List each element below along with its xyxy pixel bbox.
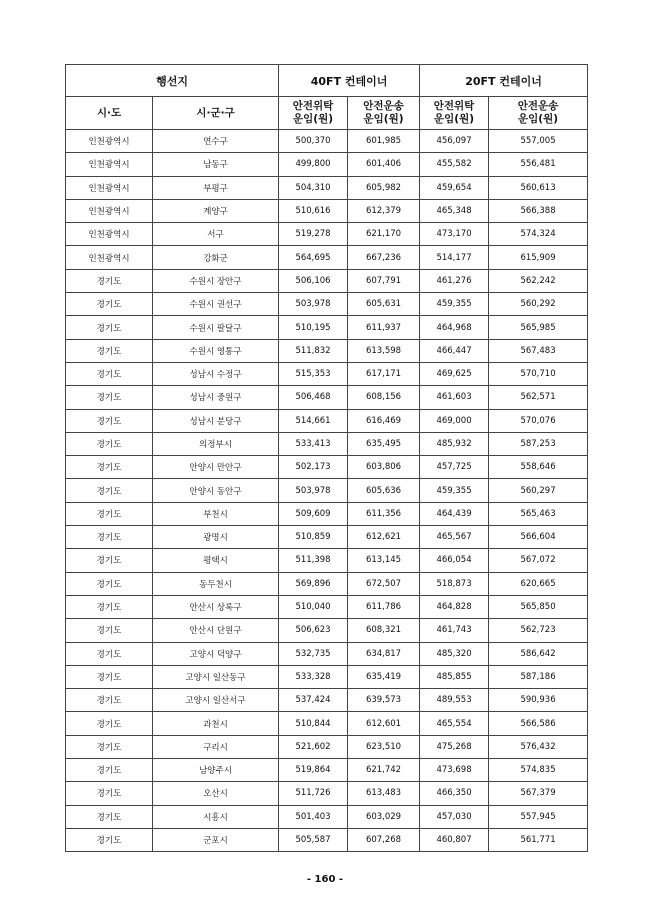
header-group-row <box>66 65 588 97</box>
table-row <box>66 805 588 828</box>
province-cell: 경기도 <box>66 409 153 432</box>
ft20-consign-cell: 473,698 <box>420 759 489 782</box>
city-cell: 동두천시 <box>153 572 279 595</box>
header-40ft-transport-rate <box>348 97 420 130</box>
ft20-transport-cell: 560,613 <box>489 176 588 199</box>
city-cell: 광명시 <box>153 526 279 549</box>
ft20-transport-cell: 590,936 <box>489 689 588 712</box>
table-row <box>66 665 588 688</box>
ft40-consign-cell: 519,278 <box>279 223 348 246</box>
ft40-transport-cell: 635,419 <box>348 665 420 688</box>
city-cell: 수원시 팔달구 <box>153 316 279 339</box>
table-row <box>66 502 588 525</box>
table-row <box>66 153 588 176</box>
ft40-consign-cell: 569,896 <box>279 572 348 595</box>
city-cell: 고양시 일산서구 <box>153 689 279 712</box>
ft40-consign-cell: 511,832 <box>279 339 348 362</box>
province-cell: 인천광역시 <box>66 176 153 199</box>
ft20-transport-cell: 570,710 <box>489 362 588 385</box>
ft40-transport-cell: 608,321 <box>348 619 420 642</box>
table-row <box>66 619 588 642</box>
ft40-transport-cell: 635,495 <box>348 432 420 455</box>
ft40-consign-cell: 499,800 <box>279 153 348 176</box>
city-cell: 구리시 <box>153 735 279 758</box>
province-cell: 인천광역시 <box>66 130 153 153</box>
header-40ft-transport-l1: 안전운송 <box>363 100 404 112</box>
header-20ft-consign-rate <box>420 97 489 130</box>
ft20-transport-cell: 567,483 <box>489 339 588 362</box>
header-20ft-container: 20FT 컨테이너 <box>420 65 588 97</box>
ft20-consign-cell: 475,268 <box>420 735 489 758</box>
ft20-transport-cell: 620,665 <box>489 572 588 595</box>
ft40-consign-cell: 506,106 <box>279 269 348 292</box>
city-cell: 부천시 <box>153 502 279 525</box>
ft20-transport-cell: 561,771 <box>489 828 588 851</box>
ft40-consign-cell: 500,370 <box>279 130 348 153</box>
province-cell: 인천광역시 <box>66 199 153 222</box>
header-40ft-transport-l2: 운임(원) <box>363 113 404 125</box>
province-cell: 경기도 <box>66 293 153 316</box>
ft40-transport-cell: 601,406 <box>348 153 420 176</box>
header-40ft-consign-rate <box>279 97 348 130</box>
ft40-transport-cell: 605,631 <box>348 293 420 316</box>
ft20-transport-cell: 562,571 <box>489 386 588 409</box>
ft20-transport-cell: 576,432 <box>489 735 588 758</box>
ft40-transport-cell: 611,356 <box>348 502 420 525</box>
province-cell: 경기도 <box>66 572 153 595</box>
ft20-consign-cell: 464,828 <box>420 595 489 618</box>
ft20-transport-cell: 574,324 <box>489 223 588 246</box>
city-cell: 시흥시 <box>153 805 279 828</box>
ft20-consign-cell: 466,054 <box>420 549 489 572</box>
city-cell: 과천시 <box>153 712 279 735</box>
province-cell: 경기도 <box>66 735 153 758</box>
ft40-transport-cell: 613,483 <box>348 782 420 805</box>
city-cell: 수원시 장안구 <box>153 269 279 292</box>
ft20-transport-cell: 615,909 <box>489 246 588 269</box>
ft40-consign-cell: 510,616 <box>279 199 348 222</box>
ft20-consign-cell: 464,968 <box>420 316 489 339</box>
ft20-transport-cell: 560,292 <box>489 293 588 316</box>
province-cell: 경기도 <box>66 386 153 409</box>
ft20-consign-cell: 469,000 <box>420 409 489 432</box>
ft40-consign-cell: 532,735 <box>279 642 348 665</box>
ft40-consign-cell: 533,413 <box>279 432 348 455</box>
ft20-transport-cell: 586,642 <box>489 642 588 665</box>
ft20-transport-cell: 565,850 <box>489 595 588 618</box>
ft20-transport-cell: 566,604 <box>489 526 588 549</box>
ft40-consign-cell: 521,602 <box>279 735 348 758</box>
ft20-consign-cell: 473,170 <box>420 223 489 246</box>
city-cell: 고양시 일산동구 <box>153 665 279 688</box>
province-cell: 경기도 <box>66 642 153 665</box>
ft40-consign-cell: 564,695 <box>279 246 348 269</box>
ft20-transport-cell: 574,835 <box>489 759 588 782</box>
city-cell: 성남시 중원구 <box>153 386 279 409</box>
city-cell: 안양시 만안구 <box>153 456 279 479</box>
ft40-consign-cell: 511,726 <box>279 782 348 805</box>
table-row <box>66 456 588 479</box>
ft40-transport-cell: 608,156 <box>348 386 420 409</box>
province-cell: 인천광역시 <box>66 153 153 176</box>
ft40-consign-cell: 510,040 <box>279 595 348 618</box>
province-cell: 경기도 <box>66 665 153 688</box>
city-cell: 남양주시 <box>153 759 279 782</box>
ft40-transport-cell: 623,510 <box>348 735 420 758</box>
ft20-consign-cell: 455,582 <box>420 153 489 176</box>
ft40-consign-cell: 502,173 <box>279 456 348 479</box>
sub-header-row <box>66 97 588 130</box>
city-cell: 수원시 영통구 <box>153 339 279 362</box>
table-row <box>66 432 588 455</box>
header-40ft-consign-l2: 운임(원) <box>293 113 334 125</box>
ft40-transport-cell: 607,791 <box>348 269 420 292</box>
province-cell: 경기도 <box>66 828 153 851</box>
ft20-consign-cell: 460,807 <box>420 828 489 851</box>
ft40-transport-cell: 672,507 <box>348 572 420 595</box>
city-cell: 군포시 <box>153 828 279 851</box>
ft40-transport-cell: 605,982 <box>348 176 420 199</box>
table-row <box>66 316 588 339</box>
ft20-consign-cell: 466,447 <box>420 339 489 362</box>
ft40-consign-cell: 511,398 <box>279 549 348 572</box>
ft20-consign-cell: 465,567 <box>420 526 489 549</box>
ft20-consign-cell: 466,350 <box>420 782 489 805</box>
province-cell: 경기도 <box>66 782 153 805</box>
header-20ft-consign-l2: 운임(원) <box>434 113 475 125</box>
table-row <box>66 223 588 246</box>
ft20-transport-cell: 565,985 <box>489 316 588 339</box>
province-cell: 경기도 <box>66 479 153 502</box>
ft40-consign-cell: 533,328 <box>279 665 348 688</box>
province-cell: 경기도 <box>66 549 153 572</box>
province-cell: 인천광역시 <box>66 246 153 269</box>
city-cell: 강화군 <box>153 246 279 269</box>
ft40-transport-cell: 601,985 <box>348 130 420 153</box>
city-cell: 서구 <box>153 223 279 246</box>
ft40-consign-cell: 506,623 <box>279 619 348 642</box>
table-row <box>66 689 588 712</box>
ft40-transport-cell: 613,598 <box>348 339 420 362</box>
province-cell: 경기도 <box>66 432 153 455</box>
ft40-transport-cell: 667,236 <box>348 246 420 269</box>
province-cell: 경기도 <box>66 362 153 385</box>
province-cell: 경기도 <box>66 712 153 735</box>
table-row <box>66 293 588 316</box>
ft40-transport-cell: 603,806 <box>348 456 420 479</box>
province-cell: 경기도 <box>66 339 153 362</box>
table-row <box>66 549 588 572</box>
ft20-consign-cell: 465,554 <box>420 712 489 735</box>
table-row <box>66 642 588 665</box>
table-row <box>66 269 588 292</box>
ft40-consign-cell: 503,978 <box>279 293 348 316</box>
ft20-transport-cell: 567,072 <box>489 549 588 572</box>
ft20-transport-cell: 566,388 <box>489 199 588 222</box>
city-cell: 연수구 <box>153 130 279 153</box>
province-cell: 경기도 <box>66 619 153 642</box>
ft40-consign-cell: 515,353 <box>279 362 348 385</box>
header-20ft-transport-rate <box>489 97 588 130</box>
ft20-transport-cell: 557,005 <box>489 130 588 153</box>
ft40-transport-cell: 607,268 <box>348 828 420 851</box>
ft20-consign-cell: 457,725 <box>420 456 489 479</box>
ft20-consign-cell: 489,553 <box>420 689 489 712</box>
province-cell: 경기도 <box>66 502 153 525</box>
ft20-transport-cell: 562,723 <box>489 619 588 642</box>
ft40-transport-cell: 639,573 <box>348 689 420 712</box>
table-row <box>66 782 588 805</box>
ft40-consign-cell: 501,403 <box>279 805 348 828</box>
header-province: 시·도 <box>66 97 153 130</box>
ft40-consign-cell: 503,978 <box>279 479 348 502</box>
ft20-consign-cell: 514,177 <box>420 246 489 269</box>
table-row <box>66 735 588 758</box>
province-cell: 경기도 <box>66 805 153 828</box>
ft40-transport-cell: 621,742 <box>348 759 420 782</box>
city-cell: 남동구 <box>153 153 279 176</box>
ft40-transport-cell: 634,817 <box>348 642 420 665</box>
ft40-consign-cell: 509,609 <box>279 502 348 525</box>
ft20-transport-cell: 570,076 <box>489 409 588 432</box>
header-city: 시·군·구 <box>153 97 279 130</box>
ft40-transport-cell: 617,171 <box>348 362 420 385</box>
city-cell: 고양시 덕양구 <box>153 642 279 665</box>
table-row <box>66 409 588 432</box>
ft20-consign-cell: 461,743 <box>420 619 489 642</box>
province-cell: 경기도 <box>66 526 153 549</box>
table-row <box>66 176 588 199</box>
ft20-transport-cell: 558,646 <box>489 456 588 479</box>
ft40-transport-cell: 621,170 <box>348 223 420 246</box>
header-destination: 행선지 <box>66 65 279 97</box>
ft40-consign-cell: 514,661 <box>279 409 348 432</box>
ft20-consign-cell: 461,603 <box>420 386 489 409</box>
ft40-consign-cell: 504,310 <box>279 176 348 199</box>
table-row <box>66 246 588 269</box>
city-cell: 계양구 <box>153 199 279 222</box>
ft20-consign-cell: 459,355 <box>420 479 489 502</box>
table-row <box>66 572 588 595</box>
ft20-consign-cell: 485,320 <box>420 642 489 665</box>
ft20-transport-cell: 556,481 <box>489 153 588 176</box>
ft20-consign-cell: 459,355 <box>420 293 489 316</box>
ft20-consign-cell: 461,276 <box>420 269 489 292</box>
city-cell: 평택시 <box>153 549 279 572</box>
ft20-transport-cell: 566,586 <box>489 712 588 735</box>
province-cell: 경기도 <box>66 269 153 292</box>
table-row <box>66 759 588 782</box>
ft40-transport-cell: 612,379 <box>348 199 420 222</box>
ft40-consign-cell: 510,195 <box>279 316 348 339</box>
header-40ft-container: 40FT 컨테이너 <box>279 65 420 97</box>
ft40-consign-cell: 506,468 <box>279 386 348 409</box>
ft40-consign-cell: 510,844 <box>279 712 348 735</box>
table-row <box>66 526 588 549</box>
table-row <box>66 362 588 385</box>
freight-rate-table <box>65 64 588 852</box>
table-row <box>66 479 588 502</box>
ft40-transport-cell: 613,145 <box>348 549 420 572</box>
page-number: - 160 - <box>306 874 344 885</box>
ft20-transport-cell: 567,379 <box>489 782 588 805</box>
header-20ft-transport-l2: 운임(원) <box>518 113 559 125</box>
ft40-consign-cell: 519,864 <box>279 759 348 782</box>
city-cell: 의정부시 <box>153 432 279 455</box>
ft20-consign-cell: 457,030 <box>420 805 489 828</box>
ft20-transport-cell: 565,463 <box>489 502 588 525</box>
header-40ft-consign-l1: 안전위탁 <box>292 100 334 112</box>
ft40-transport-cell: 611,786 <box>348 595 420 618</box>
ft40-transport-cell: 603,029 <box>348 805 420 828</box>
ft40-transport-cell: 612,601 <box>348 712 420 735</box>
header-20ft-transport-l1: 안전운송 <box>517 100 559 112</box>
table-row <box>66 386 588 409</box>
table-row <box>66 595 588 618</box>
ft20-consign-cell: 456,097 <box>420 130 489 153</box>
ft20-transport-cell: 587,186 <box>489 665 588 688</box>
table-row <box>66 130 588 153</box>
province-cell: 경기도 <box>66 595 153 618</box>
ft20-consign-cell: 465,348 <box>420 199 489 222</box>
ft20-transport-cell: 562,242 <box>489 269 588 292</box>
city-cell: 수원시 권선구 <box>153 293 279 316</box>
ft40-transport-cell: 611,937 <box>348 316 420 339</box>
ft20-transport-cell: 560,297 <box>489 479 588 502</box>
ft40-consign-cell: 510,859 <box>279 526 348 549</box>
city-cell: 성남시 분당구 <box>153 409 279 432</box>
ft20-consign-cell: 459,654 <box>420 176 489 199</box>
city-cell: 안산시 상록구 <box>153 595 279 618</box>
ft20-transport-cell: 587,253 <box>489 432 588 455</box>
table-row <box>66 199 588 222</box>
ft20-consign-cell: 469,625 <box>420 362 489 385</box>
ft20-transport-cell: 557,945 <box>489 805 588 828</box>
ft20-consign-cell: 518,873 <box>420 572 489 595</box>
header-20ft-consign-l1: 안전위탁 <box>433 100 475 112</box>
ft20-consign-cell: 485,855 <box>420 665 489 688</box>
table-row <box>66 712 588 735</box>
province-cell: 경기도 <box>66 456 153 479</box>
city-cell: 부평구 <box>153 176 279 199</box>
ft40-consign-cell: 505,587 <box>279 828 348 851</box>
city-cell: 안산시 단원구 <box>153 619 279 642</box>
ft40-transport-cell: 605,636 <box>348 479 420 502</box>
table-body <box>66 130 588 852</box>
table-row <box>66 339 588 362</box>
province-cell: 인천광역시 <box>66 223 153 246</box>
province-cell: 경기도 <box>66 759 153 782</box>
province-cell: 경기도 <box>66 689 153 712</box>
city-cell: 오산시 <box>153 782 279 805</box>
city-cell: 안양시 동안구 <box>153 479 279 502</box>
ft20-consign-cell: 464,439 <box>420 502 489 525</box>
ft40-transport-cell: 616,469 <box>348 409 420 432</box>
ft40-transport-cell: 612,621 <box>348 526 420 549</box>
province-cell: 경기도 <box>66 316 153 339</box>
ft40-consign-cell: 537,424 <box>279 689 348 712</box>
table-row <box>66 828 588 851</box>
ft20-consign-cell: 485,932 <box>420 432 489 455</box>
city-cell: 성남시 수정구 <box>153 362 279 385</box>
